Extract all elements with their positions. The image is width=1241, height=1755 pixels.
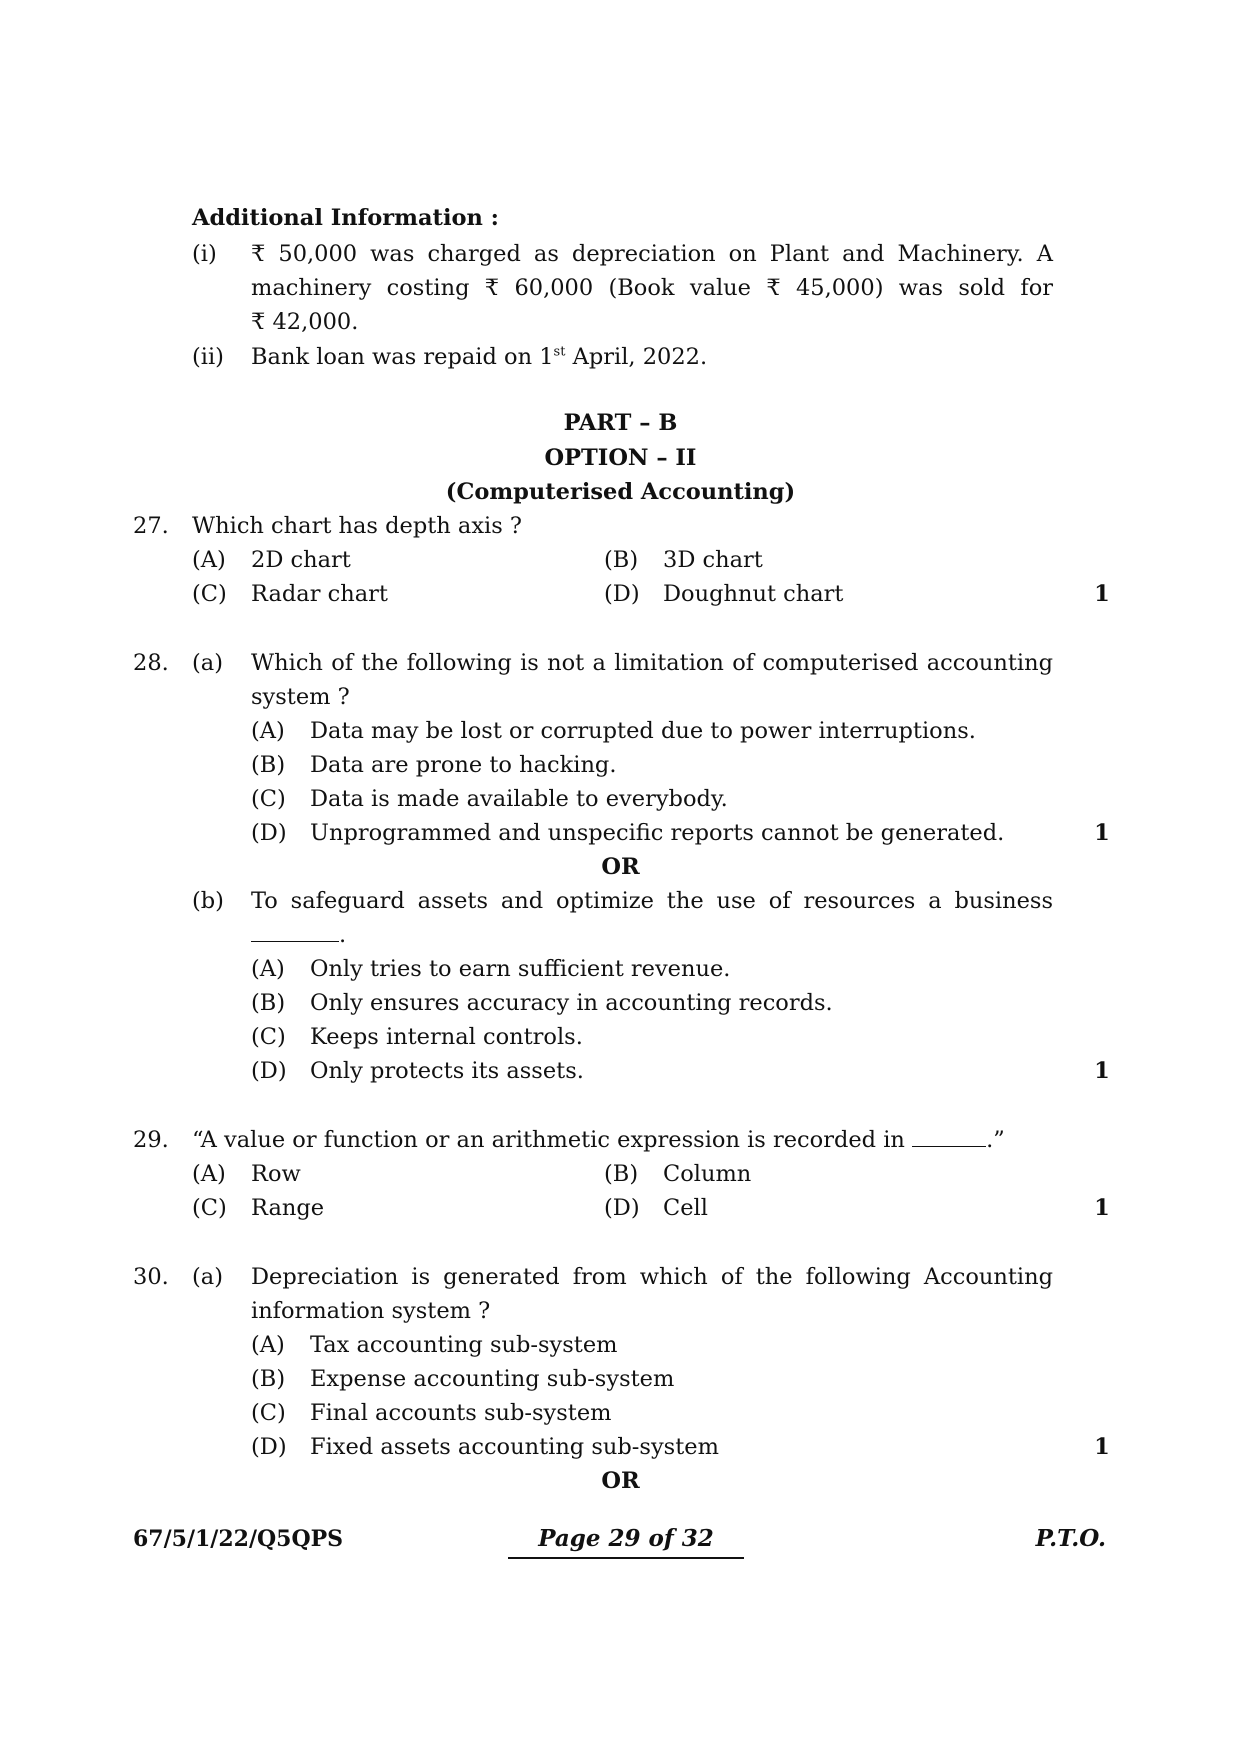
question-text: information system ? bbox=[251, 1298, 491, 1324]
info-item-line: ₹ 42,000. bbox=[251, 309, 359, 335]
option-text: Data may be lost or corrupted due to power interruptions. bbox=[310, 718, 976, 744]
section-subtitle: (Computerised Accounting) bbox=[445, 479, 796, 505]
option-text: Tax accounting sub-system bbox=[310, 1332, 618, 1358]
info-item-text: Bank loan was repaid on 1st April, 2022. bbox=[251, 344, 708, 370]
option-text: Final accounts sub-system bbox=[310, 1400, 612, 1426]
subquestion-label: (a) bbox=[192, 1264, 223, 1290]
page-number: Page 29 of 32 bbox=[538, 1525, 714, 1552]
or-separator: OR bbox=[601, 1468, 640, 1494]
option-text: Doughnut chart bbox=[663, 581, 844, 607]
marks: 1 bbox=[1094, 1195, 1110, 1221]
option-text: Cell bbox=[663, 1195, 708, 1221]
marks: 1 bbox=[1094, 1058, 1110, 1084]
question-text: Depreciation is generated from which of the following Accounting bbox=[251, 1264, 1053, 1290]
info-item-num: (ii) bbox=[192, 344, 224, 370]
subquestion-label: (a) bbox=[192, 650, 223, 676]
option-label: (D) bbox=[604, 1195, 640, 1221]
option-label: (B) bbox=[604, 547, 639, 573]
info-item-line: machinery costing ₹ 60,000 (Book value ₹ 45,000) was sold for bbox=[251, 275, 1053, 301]
option-text: Only tries to earn sufficient revenue. bbox=[310, 956, 731, 982]
option-title: OPTION – II bbox=[544, 445, 697, 471]
option-text: Expense accounting sub-system bbox=[310, 1366, 675, 1392]
option-label: (B) bbox=[604, 1161, 639, 1187]
option-label: (B) bbox=[251, 1366, 286, 1392]
pto-label: P.T.O. bbox=[1035, 1525, 1106, 1552]
question-number: 28. bbox=[133, 650, 169, 676]
paper-code: 67/5/1/22/Q5QPS bbox=[133, 1526, 344, 1552]
part-title: PART – B bbox=[563, 410, 678, 436]
option-label: (A) bbox=[251, 956, 285, 982]
option-text: Row bbox=[251, 1161, 301, 1187]
marks: 1 bbox=[1094, 1434, 1110, 1460]
option-text: Unprogrammed and unspecific reports cannot be generated. bbox=[310, 820, 1005, 846]
option-label: (A) bbox=[192, 1161, 226, 1187]
subquestion-label: (b) bbox=[192, 888, 224, 914]
option-label: (C) bbox=[251, 786, 286, 812]
option-label: (D) bbox=[604, 581, 640, 607]
info-item-num: (i) bbox=[192, 241, 217, 267]
question-text: system ? bbox=[251, 684, 350, 710]
option-label: (C) bbox=[192, 581, 227, 607]
option-text: 3D chart bbox=[663, 547, 763, 573]
option-text: 2D chart bbox=[251, 547, 351, 573]
option-label: (A) bbox=[251, 718, 285, 744]
option-text: Keeps internal controls. bbox=[310, 1024, 583, 1050]
question-text: Which of the following is not a limitation of computerised accounting bbox=[251, 650, 1053, 676]
option-text: Only ensures accuracy in accounting records. bbox=[310, 990, 833, 1016]
blank-line bbox=[251, 921, 339, 942]
option-text: Column bbox=[663, 1161, 752, 1187]
question-text: To safeguard assets and optimize the use of resources a business bbox=[251, 888, 1053, 914]
page-number-underline bbox=[508, 1557, 744, 1559]
option-label: (A) bbox=[192, 547, 226, 573]
question-text: Which chart has depth axis ? bbox=[192, 513, 522, 539]
option-text: Data is made available to everybody. bbox=[310, 786, 728, 812]
additional-info-heading: Additional Information : bbox=[192, 205, 499, 231]
option-label: (C) bbox=[251, 1400, 286, 1426]
option-label: (B) bbox=[251, 990, 286, 1016]
option-text: Only protects its assets. bbox=[310, 1058, 584, 1084]
option-text: Range bbox=[251, 1195, 325, 1221]
option-label: (A) bbox=[251, 1332, 285, 1358]
option-label: (D) bbox=[251, 1058, 287, 1084]
option-text: Fixed assets accounting sub-system bbox=[310, 1434, 719, 1460]
or-separator: OR bbox=[601, 854, 640, 880]
option-label: (C) bbox=[251, 1024, 286, 1050]
blank-line bbox=[912, 1126, 986, 1147]
question-number: 29. bbox=[133, 1127, 169, 1153]
question-text: “A value or function or an arithmetic expression is recorded in .” bbox=[192, 1127, 1005, 1153]
option-label: (C) bbox=[192, 1195, 227, 1221]
option-label: (D) bbox=[251, 820, 287, 846]
marks: 1 bbox=[1094, 820, 1110, 846]
marks: 1 bbox=[1094, 581, 1110, 607]
question-number: 30. bbox=[133, 1264, 169, 1290]
option-label: (B) bbox=[251, 752, 286, 778]
fill-in-blank: . bbox=[251, 920, 346, 950]
option-text: Data are prone to hacking. bbox=[310, 752, 617, 778]
info-item-line: ₹ 50,000 was charged as depreciation on Plant and Machinery. A bbox=[251, 241, 1053, 267]
option-label: (D) bbox=[251, 1434, 287, 1460]
superscript: st bbox=[553, 344, 566, 360]
option-text: Radar chart bbox=[251, 581, 388, 607]
question-number: 27. bbox=[133, 513, 169, 539]
